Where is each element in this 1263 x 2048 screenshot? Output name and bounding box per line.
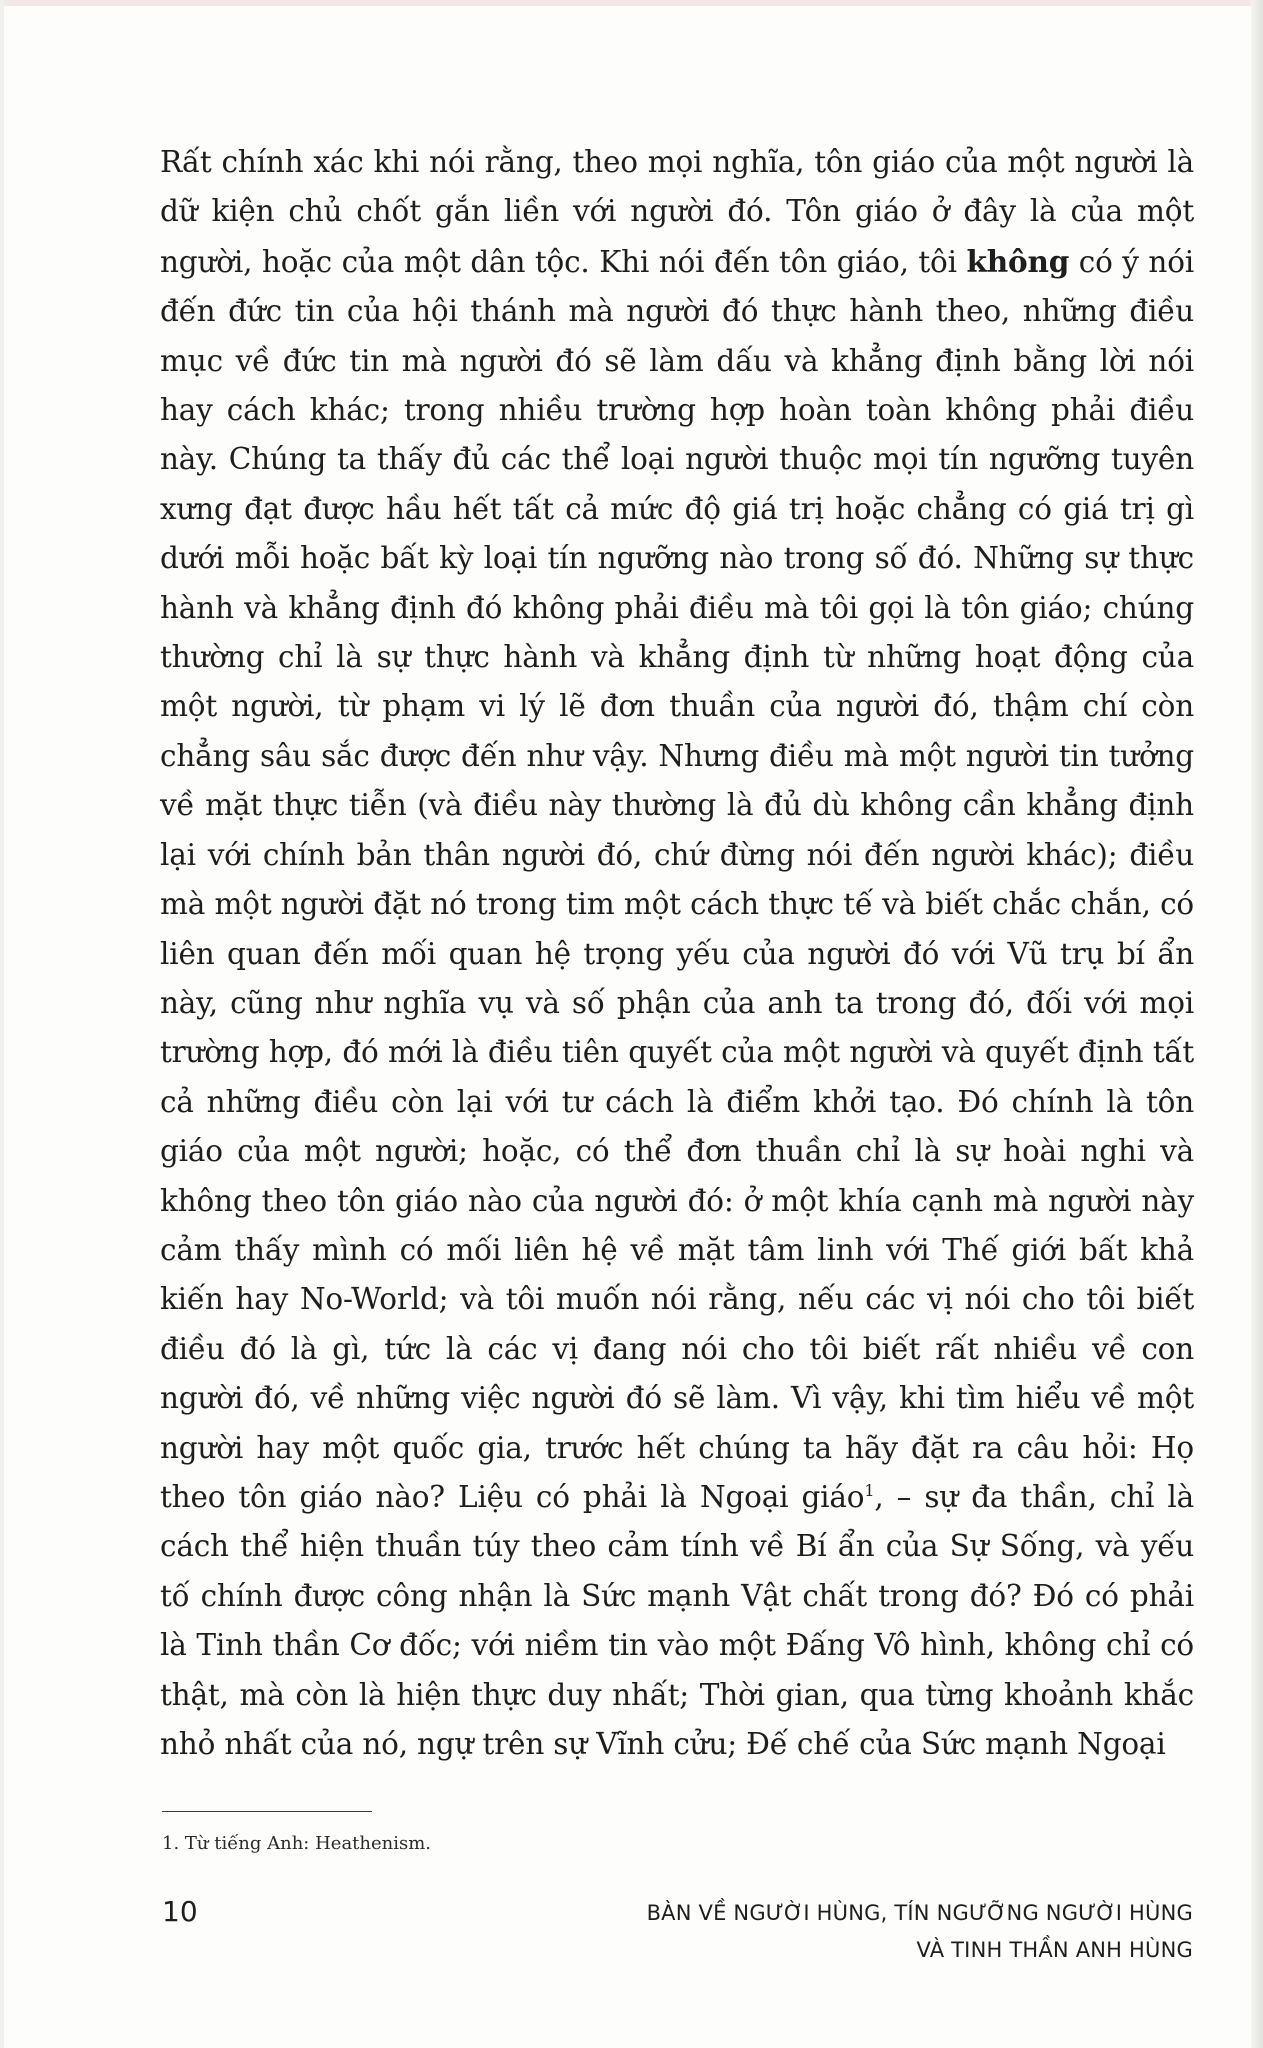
running-title-line-2: VÀ TINH THẦN ANH HÙNG bbox=[916, 1938, 1193, 1962]
page-top-edge bbox=[0, 0, 1263, 6]
paragraph-text bbox=[160, 138, 1194, 1769]
page-right-edge bbox=[1251, 0, 1263, 2048]
paragraph-part-2: có ý nói đến đức tin của hội thánh mà người đó thực hành theo, những điều mục về đức tin mà người đó sẽ làm dấu và khẳng định bằng lời nói hay cách khác; trong nhiều trường hợp hoàn toàn không phải điều này. Chúng ta thấy đủ các thể loại người thuộc mọi tín ngưỡng tuyên xưng đạt được hầu hết tất cả mức độ giá trị hoặc chẳng có giá trị gì dưới mỗi hoặc bất kỳ loại tín ngưỡng nào trong số đó. Những sự thực hành và khẳng định đó không phải điều mà tôi gọi là tôn giáo; chúng thường chỉ là sự thực hành và khẳng định từ những hoạt động của một người, từ phạm vi lý lẽ đơn thuần của người đó, thậm chí còn chẳng sâu sắc được đến như vậy. Nhưng điều mà một người tin tưởng về mặt thực tiễn (và điều này thường là đủ dù không cần khẳng định lại với chính bản thân người đó, chứ đừng nói đến người khác); điều mà một người đặt nó trong tim một cách thực tế và biết chắc chắn, có liên quan đến mối quan hệ trọng yếu của người đó với Vũ trụ bí ẩn này, cũng như nghĩa vụ và số phận của anh ta trong đó, đối với mọi trường hợp, đó mới là điều tiên quyết của một người và quyết định tất cả những điều còn lại với tư cách là điểm khởi tạo. Đó chính là tôn giáo của một người; hoặc, có thể đơn thuần chỉ là sự hoài nghi và không theo tôn giáo nào của người đó: ở một khía cạnh mà người này cảm thấy mình có mối liên hệ về mặt tâm linh với Thế giới bất khả kiến hay No-World; và tôi muốn nói rằng, nếu các vị nói cho tôi biết điều đó là gì, tức là các vị đang nói cho tôi biết rất nhiều về con người đó, về những việc người đó sẽ làm. Vì vậy, khi tìm hiểu về một người hay một quốc gia, trước hết chúng ta hãy đặt ra câu hỏi: Họ theo tôn giáo nào? Liệu có phải là Ngoại giáo bbox=[160, 244, 1194, 1514]
body-paragraph bbox=[160, 138, 1194, 1769]
page-number: 10 bbox=[162, 1895, 198, 1928]
footnote-divider bbox=[162, 1811, 372, 1812]
emphasized-word: không bbox=[966, 243, 1070, 279]
running-title-line-1: BÀN VỀ NGƯỜI HÙNG, TÍN NGƯỠNG NGƯỜI HÙNG bbox=[646, 1901, 1193, 1925]
footnote-reference: 1 bbox=[864, 1481, 875, 1501]
running-title bbox=[647, 1895, 1193, 1969]
page-left-edge bbox=[0, 0, 4, 2048]
footnote: 1. Từ tiếng Anh: Heathenism. bbox=[162, 1833, 432, 1854]
paragraph-part-1: Rất chính xác khi nói rằng, theo mọi nghĩa, tôn giáo của một người là dữ kiện chủ chốt gắn liền với người đó. Tôn giáo ở đây là của một người, hoặc của một dân tộc. Khi nói đến tôn giáo, tôi bbox=[160, 145, 1194, 279]
paragraph-part-3: , – sự đa thần, chỉ là cách thể hiện thuần túy theo cảm tính về Bí ẩn của Sự Sống, và yếu tố chính được công nhận là Sức mạnh Vật chất trong đó? Đó có phải là Tinh thần Cơ đốc; với niềm tin vào một Đấng Vô hình, không chỉ có thật, mà còn là hiện thực duy nhất; Thời gian, qua từng khoảnh khắc nhỏ nhất của nó, ngự trên sự Vĩnh cửu; Đế chế của Sức mạnh Ngoại bbox=[160, 1479, 1194, 1761]
